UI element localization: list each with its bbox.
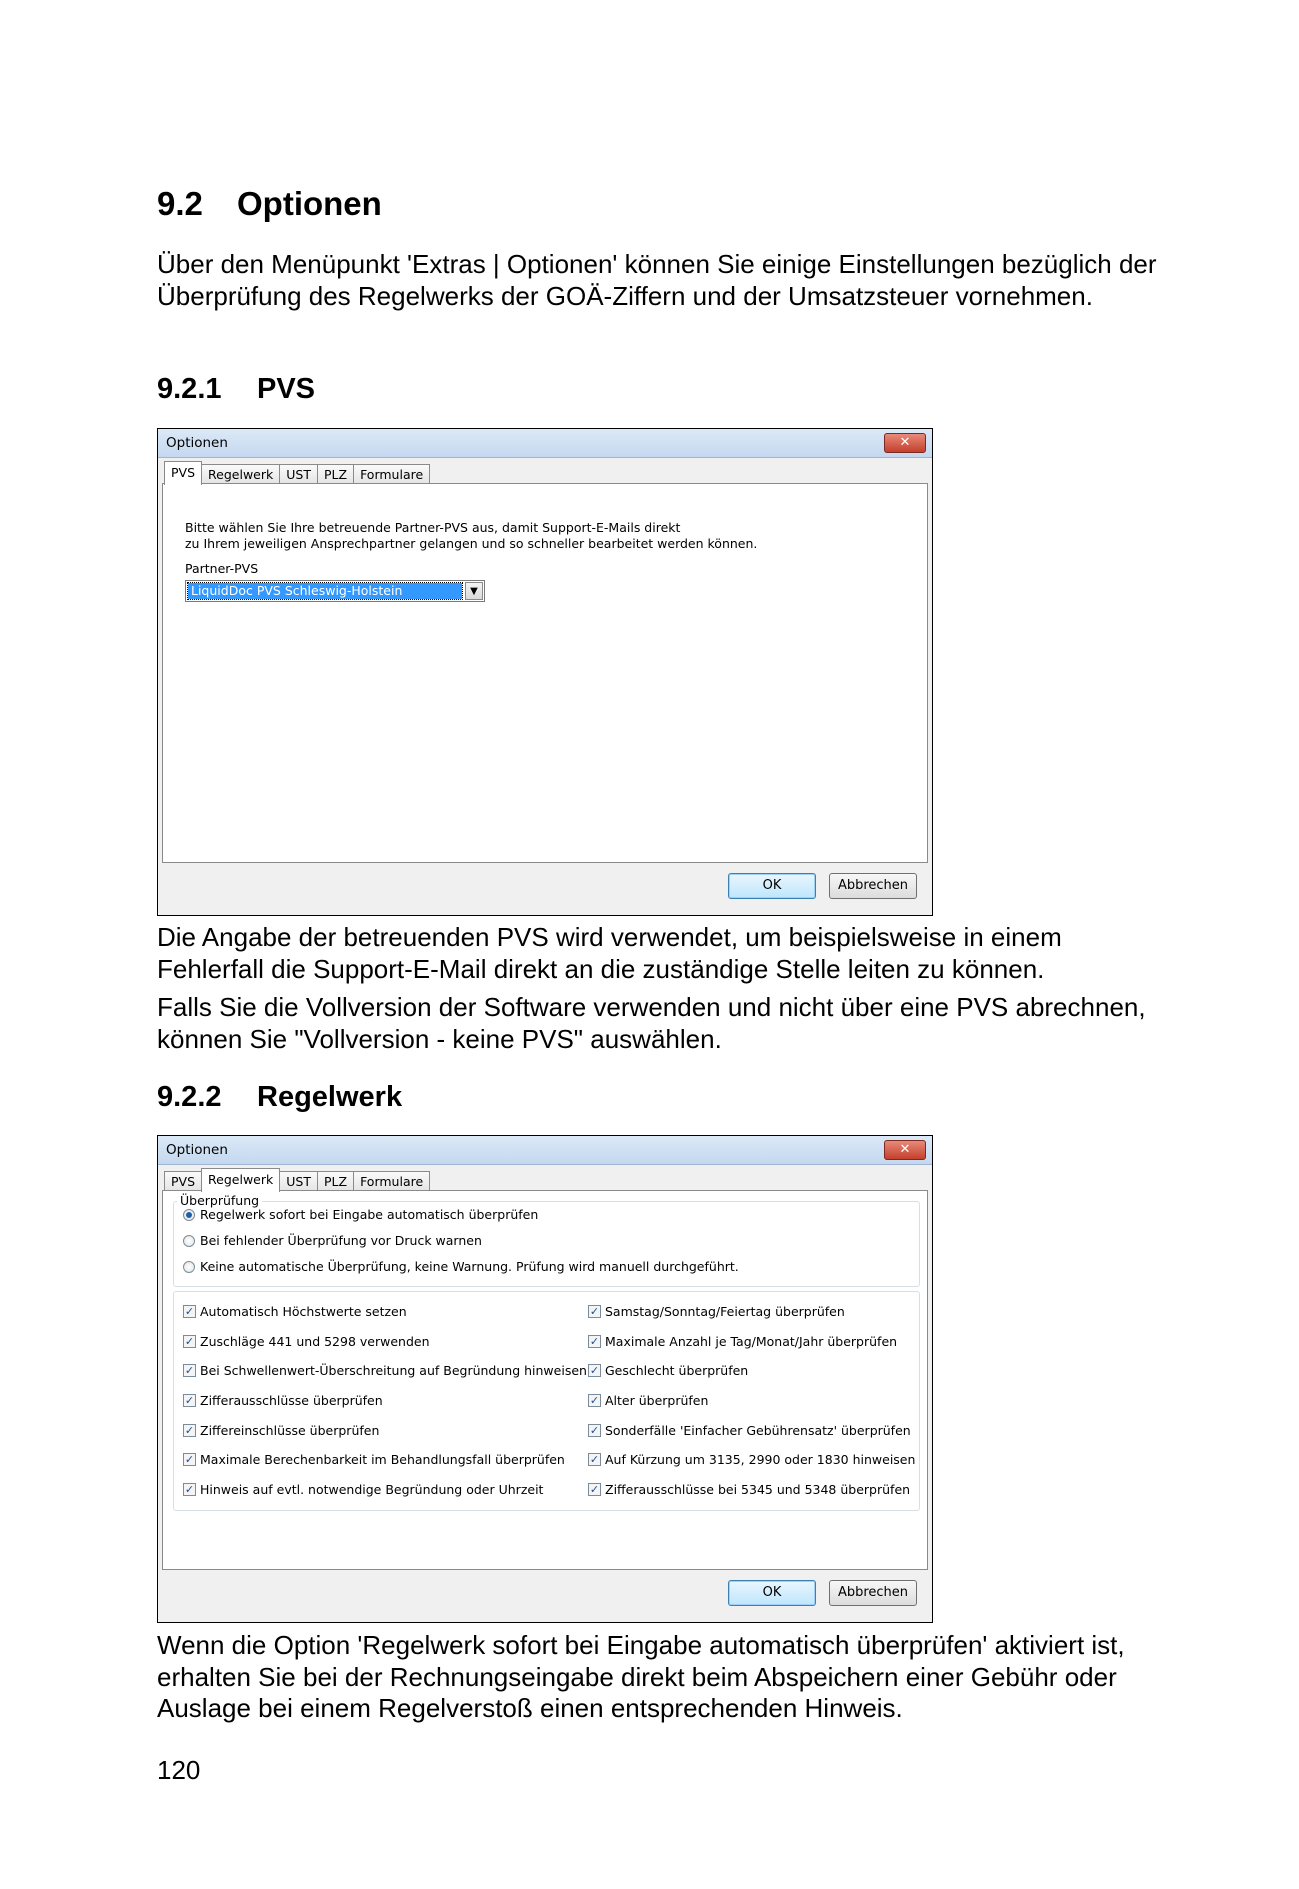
section-number: 9.2 (157, 185, 203, 222)
pvs-number: 9.2.1 (157, 373, 222, 405)
checkbox-checked[interactable]: ✓ (184, 1305, 195, 1318)
checkbox-option[interactable] (183, 1363, 587, 1378)
chevron-down-icon[interactable]: ▼ (465, 582, 483, 600)
checkbox-label: Maximale Anzahl je Tag/Monat/Jahr überprüfen (605, 1334, 898, 1349)
title-bar (158, 429, 932, 458)
checkbox-label: Zifferausschlüsse bei 5345 und 5348 überprüfen (605, 1482, 911, 1497)
checkbox-option[interactable] (183, 1393, 383, 1408)
checkbox-label: Alter überprüfen (605, 1393, 709, 1408)
cancel-button[interactable]: Abbrechen (829, 1580, 917, 1606)
close-icon[interactable]: ✕ (884, 1140, 926, 1160)
radio-option[interactable] (183, 1233, 482, 1248)
checkbox-option[interactable] (588, 1334, 897, 1349)
tab-bar (164, 1168, 429, 1191)
title-bar (158, 1136, 932, 1165)
radio-label: Keine automatische Überprüfung, keine Warnung. Prüfung wird manuell durchgeführt. (200, 1259, 739, 1274)
checkbox-checked[interactable]: ✓ (184, 1483, 195, 1496)
checkbox-label: Sonderfälle 'Einfacher Gebührensatz' überprüfen (605, 1423, 911, 1438)
tab-plz[interactable]: PLZ (317, 464, 354, 485)
radio-option[interactable] (183, 1259, 739, 1274)
checkbox-option[interactable] (588, 1452, 915, 1467)
radio-unselected[interactable] (183, 1235, 195, 1247)
tab-regelwerk[interactable]: Regelwerk (201, 1168, 280, 1192)
radio-label: Regelwerk sofort bei Eingabe automatisch überprüfen (200, 1207, 539, 1222)
checkbox-label: Auf Kürzung um 3135, 2990 oder 1830 hinweisen (605, 1452, 916, 1467)
radio-selected[interactable] (183, 1209, 195, 1221)
tab-plz[interactable]: PLZ (317, 1171, 354, 1192)
radio-unselected[interactable] (183, 1261, 195, 1273)
tab-pvs[interactable]: PVS (164, 1171, 202, 1192)
options-dialog-pvs (157, 428, 933, 916)
checkbox-checked[interactable]: ✓ (589, 1394, 600, 1407)
pvs-heading (157, 373, 315, 406)
section-heading (157, 185, 382, 223)
checkbox-checked[interactable]: ✓ (184, 1335, 195, 1348)
regelwerk-paragraph: Wenn die Option 'Regelwerk sofort bei Eingabe automatisch überprüfen' aktiviert ist, erhalten Sie bei der Rechnungseingabe direkt beim Abspeichern einer Gebühr oder Auslage bei einem Regelverstoß einen entsprechenden Hinweis. (157, 1630, 1125, 1723)
checkbox-label: Maximale Berechenbarkeit im Behandlungsfall überprüfen (200, 1452, 565, 1467)
checkbox-label: Samstag/Sonntag/Feiertag überprüfen (605, 1304, 845, 1319)
pvs-title: PVS (257, 373, 316, 405)
options-dialog-regelwerk (157, 1135, 933, 1623)
checkbox-option[interactable] (588, 1482, 910, 1497)
regelwerk-heading (157, 1081, 402, 1114)
dialog-title: Optionen (166, 435, 228, 451)
checkbox-checked[interactable]: ✓ (184, 1424, 195, 1437)
tab-formulare[interactable]: Formulare (353, 1171, 430, 1192)
checkbox-checked[interactable]: ✓ (589, 1424, 600, 1437)
close-icon[interactable]: ✕ (884, 433, 926, 453)
section-title: Optionen (237, 185, 382, 222)
intro-paragraph: Über den Menüpunkt 'Extras | Optionen' können Sie einige Einstellungen bezüglich der Überprüfung des Regelwerks der GOÄ-Ziffern und der Umsatzsteuer vornehmen. (157, 249, 1157, 311)
tab-bar (164, 461, 429, 484)
checkbox-label: Zifferausschlüsse überprüfen (200, 1393, 383, 1408)
ok-button[interactable]: OK (728, 873, 816, 899)
radio-label: Bei fehlender Überprüfung vor Druck warnen (200, 1233, 482, 1248)
partner-pvs-select[interactable] (185, 580, 485, 602)
checkbox-checked[interactable]: ✓ (184, 1394, 195, 1407)
regelwerk-number: 9.2.2 (157, 1081, 222, 1113)
pvs-paragraph-2: Falls Sie die Vollversion der Software verwenden und nicht über eine PVS abrechnen, können Sie "Vollversion - keine PVS" auswählen. (157, 992, 1146, 1054)
selected-value: LiquidDoc PVS Schleswig-Holstein (188, 583, 462, 599)
checkbox-option[interactable] (588, 1423, 911, 1438)
tab-formulare[interactable]: Formulare (353, 464, 430, 485)
checkbox-option[interactable] (183, 1482, 543, 1497)
ok-button[interactable]: OK (728, 1580, 816, 1606)
tab-ust[interactable]: UST (279, 464, 318, 485)
dialog-title: Optionen (166, 1142, 228, 1158)
checkbox-checked[interactable]: ✓ (589, 1453, 600, 1466)
checkbox-checked[interactable]: ✓ (184, 1453, 195, 1466)
checkbox-checked[interactable]: ✓ (184, 1364, 195, 1377)
checkbox-option[interactable] (588, 1363, 748, 1378)
checkbox-label: Zuschläge 441 und 5298 verwenden (200, 1334, 430, 1349)
pvs-paragraph-1: Die Angabe der betreuenden PVS wird verwendet, um beispielsweise in einem Fehlerfall die Support-E-Mail direkt an die zuständige Stelle leiten zu können. (157, 922, 1062, 984)
page-number: 120 (157, 1755, 201, 1785)
radio-option[interactable] (183, 1207, 538, 1222)
tab-ust[interactable]: UST (279, 1171, 318, 1192)
cancel-button[interactable]: Abbrechen (829, 873, 917, 899)
group-label: Überprüfung (177, 1193, 262, 1208)
description-line-1: Bitte wählen Sie Ihre betreuende Partner-PVS aus, damit Support-E-Mails direkt (185, 520, 681, 535)
checkbox-label: Hinweis auf evtl. notwendige Begründung oder Uhrzeit (200, 1482, 544, 1497)
checkbox-label: Ziffereinschlüsse überprüfen (200, 1423, 380, 1438)
checkbox-option[interactable] (588, 1304, 845, 1319)
description-line-2: zu Ihrem jeweiligen Ansprechpartner gelangen und so schneller bearbeitet werden können. (185, 536, 758, 551)
checkbox-option[interactable] (183, 1304, 407, 1319)
checkbox-label: Bei Schwellenwert-Überschreitung auf Begründung hinweisen (200, 1363, 587, 1378)
partner-pvs-label: Partner-PVS (185, 561, 259, 576)
checkbox-label: Geschlecht überprüfen (605, 1363, 749, 1378)
checkbox-checked[interactable]: ✓ (589, 1364, 600, 1377)
regelwerk-title: Regelwerk (257, 1081, 403, 1113)
checkbox-checked[interactable]: ✓ (589, 1335, 600, 1348)
checkbox-option[interactable] (183, 1334, 430, 1349)
tab-panel (162, 483, 928, 863)
checkbox-option[interactable] (183, 1452, 565, 1467)
checkbox-checked[interactable]: ✓ (589, 1483, 600, 1496)
checkbox-label: Automatisch Höchstwerte setzen (200, 1304, 407, 1319)
checkbox-checked[interactable]: ✓ (589, 1305, 600, 1318)
tab-regelwerk[interactable]: Regelwerk (201, 464, 280, 485)
checkbox-option[interactable] (588, 1393, 708, 1408)
tab-pvs[interactable]: PVS (164, 461, 202, 485)
checkbox-option[interactable] (183, 1423, 379, 1438)
tab-panel (162, 1190, 928, 1570)
